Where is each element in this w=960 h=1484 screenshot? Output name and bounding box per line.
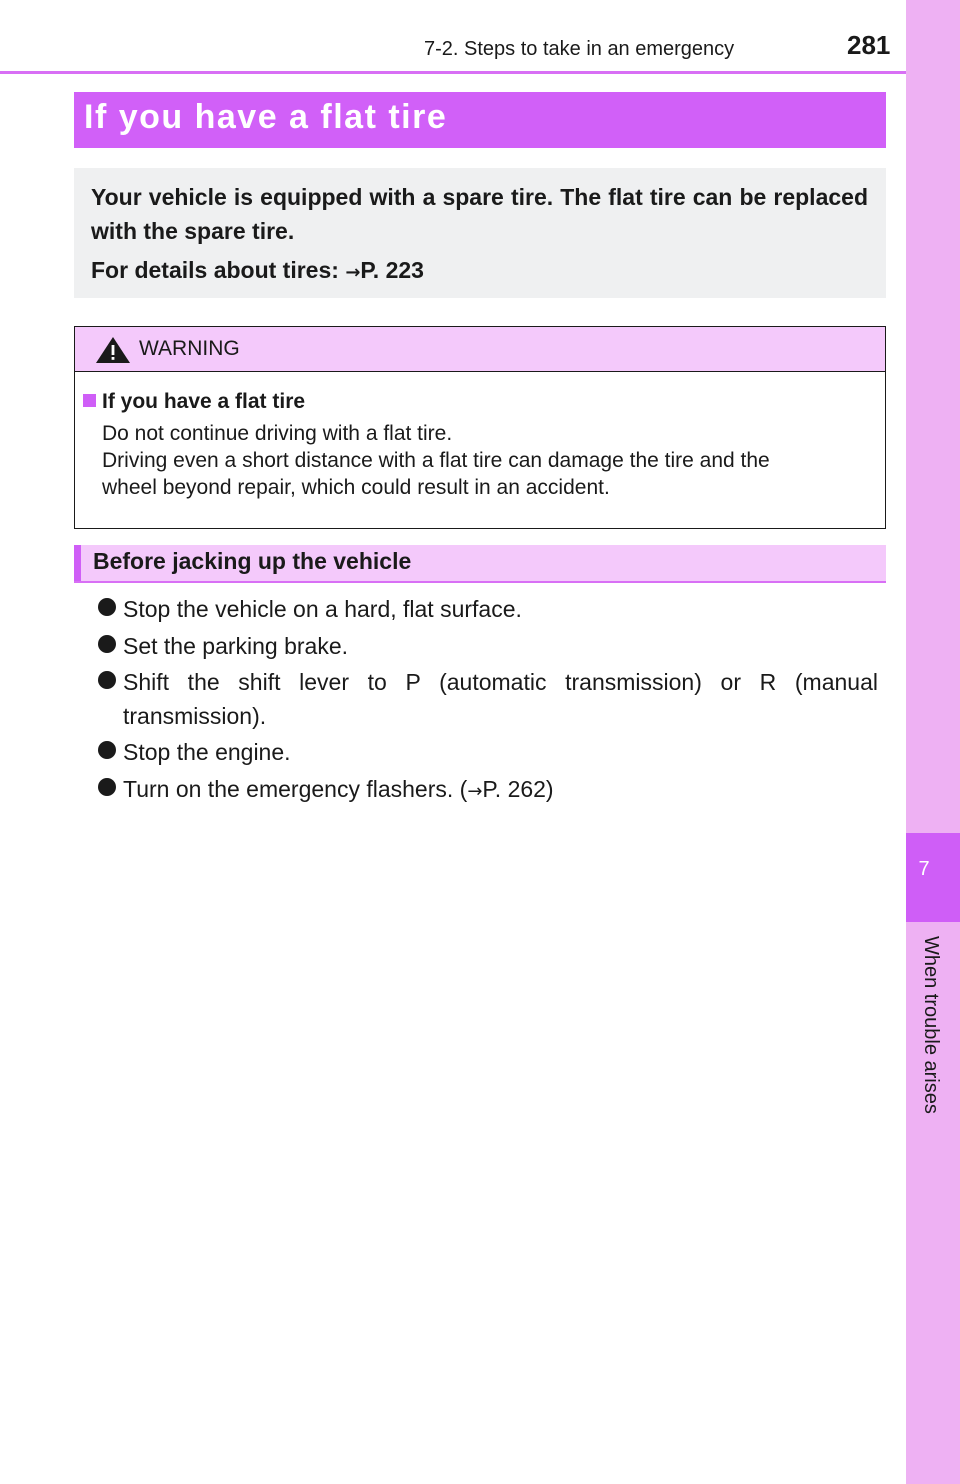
- bullet-dot-icon: [98, 598, 116, 616]
- intro-details-ref[interactable]: P. 223: [360, 257, 424, 283]
- section-heading-bar: [74, 545, 886, 581]
- warning-line: Driving even a short distance with a flat tire can damage the tire and the: [102, 449, 770, 472]
- warning-header: [75, 327, 885, 372]
- chapter-label: When trouble arises: [920, 936, 942, 1114]
- intro-details: [91, 257, 424, 284]
- header-section-title: 7-2. Steps to take in an emergency: [424, 38, 735, 60]
- bullet-dot-icon: [98, 671, 116, 689]
- page-title: If you have a flat tire: [84, 98, 448, 136]
- section-heading-rule: [74, 581, 886, 583]
- warning-subheading-text: If you have a flat tire: [102, 390, 306, 413]
- warning-line: Do not continue driving with a flat tire.: [102, 422, 453, 445]
- page-title-bar: [74, 92, 886, 148]
- square-bullet-icon: [83, 394, 96, 407]
- bullet-dot-icon: [98, 741, 116, 759]
- arrow-right-icon: →: [467, 781, 483, 802]
- warning-triangle-icon: [95, 336, 131, 364]
- warning-line: wheel beyond repair, which could result in an accident.: [102, 476, 610, 499]
- bullet-dot-icon: [98, 635, 116, 653]
- warning-label: WARNING: [139, 337, 240, 360]
- list-item-continuation: transmission).: [123, 703, 267, 729]
- intro-details-prefix: For details about tires:: [91, 257, 346, 283]
- section-heading: Before jacking up the vehicle: [93, 548, 412, 574]
- page-number: 281: [847, 30, 891, 60]
- header-rule: [0, 71, 906, 74]
- intro-box: [74, 168, 886, 298]
- chapter-number: 7: [918, 858, 930, 880]
- warning-subheading: [83, 390, 305, 414]
- section-heading-accent: [74, 545, 81, 581]
- intro-paragraph: Your vehicle is equipped with a spare tire. The flat tire can be replaced with the spare tire.: [91, 184, 868, 244]
- arrow-right-icon: →: [345, 262, 361, 283]
- bullet-ref[interactable]: P. 262): [482, 776, 554, 802]
- bullet-text: Turn on the emergency flashers. (: [123, 776, 468, 802]
- chapter-side-tab: [906, 0, 960, 1484]
- bullet-dot-icon: [98, 778, 116, 796]
- warning-box: [74, 326, 886, 529]
